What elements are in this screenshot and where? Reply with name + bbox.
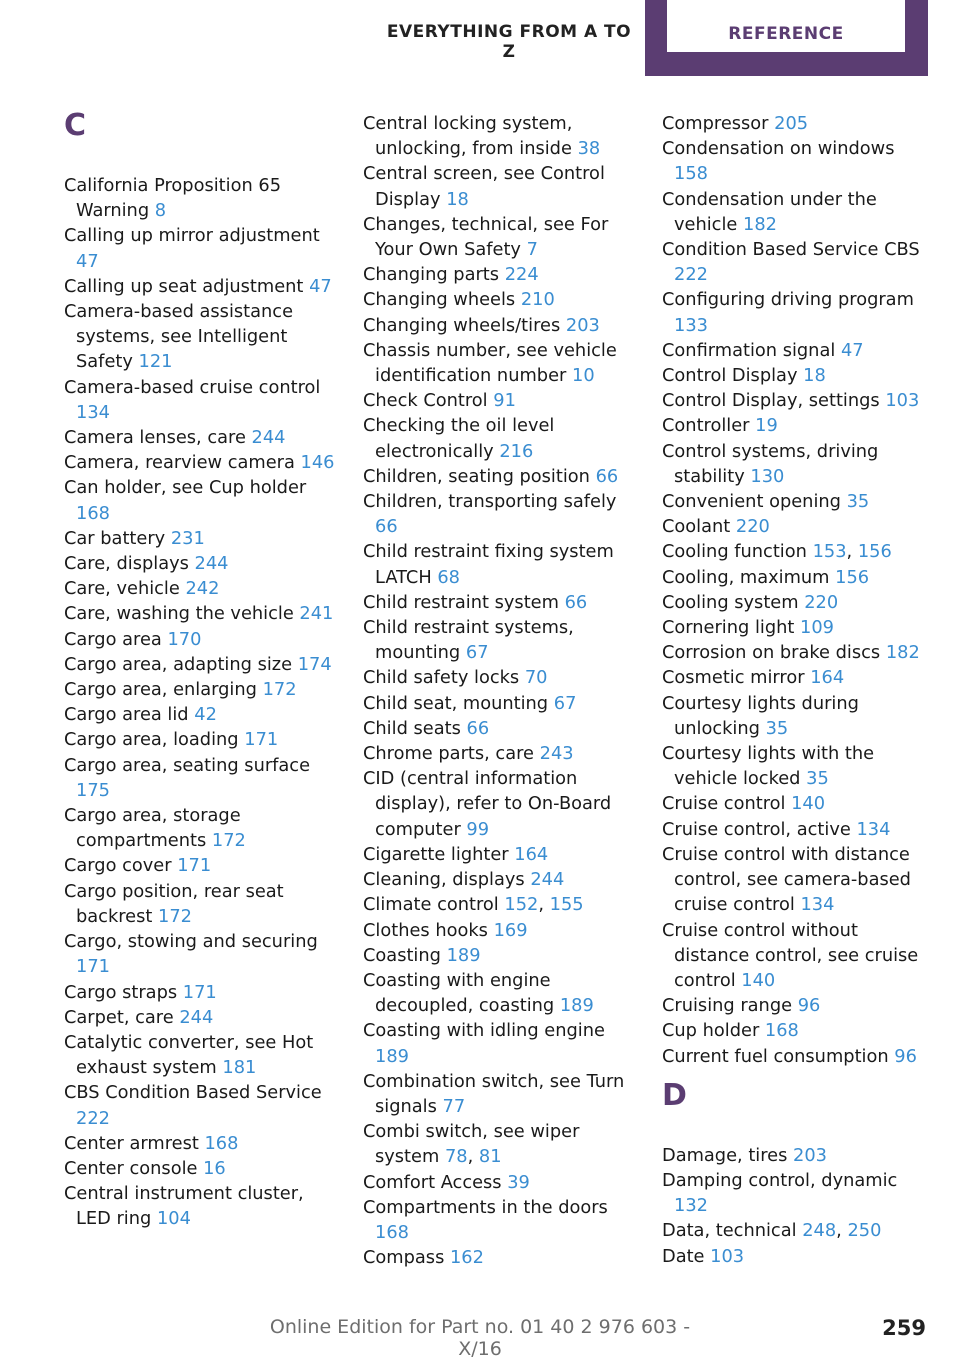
- index-entry-text: Cigarette lighter: [363, 843, 509, 865]
- page-link[interactable]: 158: [674, 163, 708, 185]
- page-link[interactable]: 152: [504, 894, 539, 916]
- index-entry: [662, 136, 934, 186]
- index-entry: [363, 691, 635, 716]
- index-entry: [662, 565, 934, 590]
- index-entry-text: Cosmetic mirror: [662, 667, 805, 689]
- page-link[interactable]: 103: [885, 390, 920, 412]
- page-link[interactable]: 169: [493, 919, 528, 941]
- page-link[interactable]: 134: [800, 894, 835, 916]
- index-entry: [363, 590, 635, 615]
- page-link[interactable]: 244: [530, 869, 565, 891]
- page-link[interactable]: 103: [710, 1245, 745, 1267]
- index-entry-text: California Proposition 65 Warning: [64, 175, 282, 222]
- index-column-3: [662, 111, 934, 1269]
- index-entry-text: Chassis number, see vehicle identification number: [363, 339, 617, 387]
- index-entry-text: Cruise control: [662, 793, 786, 815]
- page-link[interactable]: 164: [810, 667, 845, 689]
- index-entry-text: Center armrest: [64, 1132, 199, 1154]
- page-link[interactable]: 77: [442, 1095, 466, 1117]
- index-entry: [662, 1168, 934, 1218]
- page-link[interactable]: 19: [755, 415, 778, 437]
- index-entry: [363, 918, 635, 943]
- index-entry-text: Convenient opening: [662, 491, 841, 513]
- index-entry: [662, 665, 934, 690]
- page-link[interactable]: 248: [802, 1220, 837, 1242]
- index-entry: [662, 388, 934, 413]
- index-entry-text: Changing wheels/tires: [363, 314, 561, 336]
- index-entry: [64, 274, 336, 299]
- page-link[interactable]: 168: [764, 1020, 799, 1042]
- index-entry-text: Care, washing the vehicle: [64, 603, 294, 625]
- page-link[interactable]: 70: [524, 667, 548, 689]
- index-entry: [662, 817, 934, 842]
- index-entry-text: Cleaning, displays: [363, 869, 525, 891]
- page-link[interactable]: 172: [211, 830, 246, 852]
- index-entry-text: Combi switch, see wiper system: [363, 1121, 580, 1168]
- page-link[interactable]: 222: [674, 264, 708, 286]
- index-entry: [363, 1170, 635, 1195]
- index-entry-text: Camera lenses, care: [64, 427, 246, 449]
- index-entry-text: Cup holder: [662, 1020, 760, 1042]
- index-entry: [64, 627, 336, 652]
- page-link[interactable]: 174: [297, 653, 332, 675]
- page-link[interactable]: 96: [894, 1045, 917, 1067]
- index-entry: [64, 1181, 336, 1231]
- index-entry-text: Control Display, settings: [662, 390, 880, 412]
- page-link[interactable]: 10: [572, 365, 595, 387]
- page-link[interactable]: 38: [577, 138, 601, 160]
- index-entry-text: Care, vehicle: [64, 578, 180, 600]
- index-entry-text: CBS Condition Based Service: [64, 1082, 322, 1104]
- page-link[interactable]: 96: [797, 995, 821, 1017]
- index-entry-text: Cargo area, seating surface: [64, 754, 311, 776]
- index-entry-text: Child restraint fixing system LATCH: [363, 541, 614, 588]
- page-link[interactable]: 133: [674, 314, 708, 336]
- page-link[interactable]: 153: [812, 541, 847, 563]
- index-entry-text: Configuring driving program: [662, 289, 914, 311]
- index-entry: [363, 161, 635, 211]
- index-entry-text: Corrosion on brake discs: [662, 642, 881, 664]
- index-entry: [363, 842, 635, 867]
- index-entry: [363, 716, 635, 741]
- page-link[interactable]: 171: [177, 855, 212, 877]
- index-entry-text: Cargo cover: [64, 855, 172, 877]
- index-entry: [64, 375, 336, 425]
- page-link[interactable]: 224: [504, 264, 539, 286]
- index-entry-text: Coolant: [662, 516, 731, 538]
- index-entry: [662, 514, 934, 539]
- index-entry-text: Cargo area, adapting size: [64, 653, 293, 675]
- page-link[interactable]: 189: [559, 995, 594, 1017]
- index-entry-text: Calling up seat adjustment: [64, 275, 304, 297]
- index-entry: [662, 363, 934, 388]
- index-entry-text: Courtesy lights with the vehicle locked: [662, 743, 875, 790]
- page-link[interactable]: 175: [76, 779, 110, 801]
- index-entry: [64, 223, 336, 273]
- page-link[interactable]: 47: [840, 339, 864, 361]
- index-entry-text: Cooling system: [662, 591, 799, 613]
- index-entry: [662, 993, 934, 1018]
- index-entry: [363, 262, 635, 287]
- page-link[interactable]: 99: [466, 818, 490, 840]
- index-entry-text: Coasting with idling engine: [363, 1020, 605, 1042]
- index-entry-text: Camera-based assistance systems, see Intelligent Safety: [64, 301, 294, 373]
- index-entry-text: Cornering light: [662, 617, 795, 639]
- index-entry: [64, 475, 336, 525]
- index-entry: Cooling function 153, 156: [662, 541, 892, 563]
- index-entry-text: Checking the oil level electronically: [363, 415, 555, 462]
- index-entry: [662, 590, 934, 615]
- page-link[interactable]: 222: [76, 1107, 110, 1129]
- index-entry: [363, 1245, 635, 1270]
- index-entry-text: Coasting: [363, 944, 441, 966]
- index-entry-text: Data, technical: [662, 1220, 797, 1242]
- page-link[interactable]: 104: [156, 1208, 191, 1230]
- index-entry: [363, 464, 635, 489]
- index-entry-text: Compressor: [662, 113, 769, 134]
- index-entry-text: Cargo, stowing and securing: [64, 931, 318, 953]
- index-entry: Combi switch, see wiper system 78, 81: [363, 1121, 580, 1168]
- index-entry: [363, 741, 635, 766]
- page-link[interactable]: 140: [791, 793, 826, 815]
- index-entry-text: Care, displays: [64, 553, 189, 575]
- index-entry: [64, 753, 336, 803]
- page-link[interactable]: 244: [251, 427, 286, 449]
- index-entry: [363, 766, 635, 842]
- index-entry-text: Cargo position, rear seat backrest: [64, 880, 284, 927]
- index-entry-text: Cargo area, storage compartments: [64, 805, 241, 852]
- reference-tab[interactable]: [645, 0, 928, 76]
- index-entry-text: Cruise control without distance control, see cruise control: [662, 919, 919, 991]
- edition-footer: Online Edition for Part no. 01 40 2 976 603 - X/16: [269, 1316, 691, 1360]
- index-entry-text: Central instrument cluster, LED ring: [64, 1183, 304, 1230]
- index-entry: [662, 1044, 934, 1069]
- index-entry: [662, 111, 934, 136]
- index-entry-text: Carpet, care: [64, 1006, 174, 1028]
- index-entry: [64, 727, 336, 752]
- index-entry-text: Cargo area lid: [64, 704, 189, 726]
- index-entry-text: Camera-based cruise control: [64, 376, 321, 398]
- section-letter: C: [64, 108, 87, 143]
- index-entry-text: Camera, rearview camera: [64, 452, 295, 474]
- index-entry: [363, 413, 635, 463]
- page-link[interactable]: 220: [804, 591, 839, 613]
- page-link[interactable]: 171: [182, 981, 217, 1003]
- index-entry: [662, 413, 934, 438]
- index-entry: [64, 677, 336, 702]
- index-entry: [64, 425, 336, 450]
- index-entry: [64, 1156, 336, 1181]
- reference-tab-label: REFERENCE: [667, 0, 905, 52]
- index-entry-text: CID (central information display), refer to On-Board computer: [363, 768, 612, 840]
- index-entry: [64, 601, 336, 626]
- page-link[interactable]: 130: [750, 465, 785, 487]
- index-entry: [363, 867, 635, 892]
- index-entry: Climate control 152, 155: [363, 894, 584, 916]
- page-link[interactable]: 134: [76, 401, 110, 423]
- index-entry-text: Cargo area: [64, 628, 162, 650]
- page-link[interactable]: 205: [774, 113, 809, 134]
- index-entry-text: Cargo area, loading: [64, 729, 239, 751]
- index-entry: [662, 615, 934, 640]
- page-link[interactable]: 182: [743, 213, 777, 235]
- index-entry-text: Date: [662, 1245, 705, 1267]
- page-link[interactable]: 241: [299, 603, 334, 625]
- index-entry-text: Cruise control with distance control, see camera-based cruise control: [662, 843, 911, 916]
- index-entry-text: Changes, technical, see For Your Own Safety: [363, 213, 609, 261]
- page-link[interactable]: 216: [499, 440, 534, 462]
- page-link[interactable]: 132: [674, 1195, 708, 1217]
- index-entry: [64, 702, 336, 727]
- index-entry-text: Child seats: [363, 717, 461, 739]
- page-link[interactable]: 244: [179, 1006, 214, 1028]
- page-link[interactable]: 181: [222, 1057, 257, 1079]
- page-link[interactable]: 134: [856, 818, 891, 840]
- index-entry: [64, 853, 336, 878]
- page-link[interactable]: 42: [194, 704, 217, 726]
- index-entry: [64, 526, 336, 551]
- page-link[interactable]: 68: [437, 566, 460, 588]
- page-link[interactable]: 8: [154, 200, 167, 222]
- index-entry-text: Climate control: [363, 894, 499, 916]
- page-link[interactable]: 18: [446, 188, 469, 210]
- page-link[interactable]: 47: [76, 250, 99, 272]
- index-entry: [662, 1143, 934, 1168]
- page-link[interactable]: 39: [507, 1171, 530, 1193]
- index-entry-text: Condensation on windows: [662, 138, 895, 160]
- index-entry: [64, 652, 336, 677]
- page-link[interactable]: 244: [194, 553, 229, 575]
- index-column-2: [363, 111, 635, 1270]
- page-link[interactable]: 156: [857, 541, 892, 563]
- index-entry: [363, 615, 635, 665]
- index-entry: [64, 299, 336, 375]
- page-link[interactable]: 140: [741, 969, 776, 991]
- page-link[interactable]: 210: [520, 289, 555, 311]
- page-link[interactable]: 189: [446, 944, 481, 966]
- page-link[interactable]: 66: [466, 717, 490, 739]
- index-entry: [64, 551, 336, 576]
- index-entry-text: Catalytic converter, see Hot exhaust system: [64, 1031, 314, 1079]
- index-entry: [64, 929, 336, 979]
- index-entry: [662, 918, 934, 994]
- page-number: 259: [882, 1316, 926, 1340]
- index-entry-text: Controller: [662, 415, 750, 437]
- page-link[interactable]: 67: [553, 692, 577, 714]
- index-entry: [662, 842, 934, 918]
- page-link[interactable]: 67: [465, 642, 489, 664]
- index-entry: [363, 388, 635, 413]
- index-entry: [64, 1005, 336, 1030]
- index-entry-text: Chrome parts, care: [363, 743, 534, 765]
- index-entry: [662, 741, 934, 791]
- page-link[interactable]: 162: [449, 1247, 484, 1269]
- index-entry-text: Cargo area, enlarging: [64, 679, 257, 701]
- index-entry: [363, 111, 635, 161]
- page-link[interactable]: 91: [493, 390, 516, 412]
- page-link[interactable]: 66: [375, 516, 398, 538]
- index-entry-text: Can holder, see Cup holder: [64, 477, 307, 499]
- page-link[interactable]: 7: [526, 239, 538, 261]
- index-entry-text: Car battery: [64, 527, 166, 549]
- index-entry-text: Cooling function: [662, 541, 807, 563]
- index-entry-text: Child restraint system: [363, 591, 559, 613]
- page-link[interactable]: 203: [565, 314, 600, 336]
- index-entry-text: Changing wheels: [363, 289, 516, 311]
- index-entry: [64, 450, 336, 475]
- index-entry-text: Check Control: [363, 390, 488, 412]
- index-entry: [64, 1030, 336, 1080]
- index-entry-text: Child safety locks: [363, 667, 520, 689]
- index-entry-text: Changing parts: [363, 264, 500, 286]
- page-link[interactable]: 47: [309, 275, 332, 297]
- page-link[interactable]: 203: [793, 1144, 827, 1166]
- index-entry: [662, 489, 934, 514]
- page-link[interactable]: 164: [514, 843, 549, 865]
- page-link[interactable]: 155: [549, 894, 584, 916]
- index-entry: [662, 187, 934, 237]
- index-entry: [662, 691, 934, 741]
- index-entry: [64, 173, 336, 223]
- index-entry-text: Courtesy lights during unlocking: [662, 692, 859, 739]
- index-entry: [363, 665, 635, 690]
- page-link[interactable]: 168: [76, 502, 110, 524]
- index-entry-text: Confirmation signal: [662, 339, 836, 361]
- index-entry-text: Children, seating position: [363, 465, 590, 487]
- section-letter: D: [662, 1077, 687, 1113]
- page-link[interactable]: 172: [158, 905, 192, 927]
- index-entry-text: Coasting with engine decoupled, coasting: [363, 969, 555, 1017]
- index-entry-text: Damping control, dynamic: [662, 1169, 898, 1191]
- index-entry-text: Control Display: [662, 365, 798, 387]
- page-link[interactable]: 168: [204, 1132, 239, 1154]
- page-link[interactable]: 35: [846, 491, 870, 513]
- index-entry-text: Child restraint systems, mounting: [363, 617, 574, 664]
- index-entry: [662, 1018, 934, 1043]
- page-link[interactable]: 156: [835, 566, 870, 588]
- index-entry: [363, 1069, 635, 1119]
- index-entry: [662, 640, 934, 665]
- page-link[interactable]: 171: [76, 956, 110, 978]
- index-entry-text: Condition Based Service CBS: [662, 239, 920, 261]
- page-link[interactable]: 66: [595, 465, 619, 487]
- index-entry: [363, 1018, 635, 1068]
- index-entry-text: Cargo straps: [64, 981, 178, 1003]
- index-entry: [64, 980, 336, 1005]
- page-link[interactable]: 16: [203, 1157, 226, 1179]
- page-link[interactable]: 146: [300, 452, 335, 474]
- page-link[interactable]: 121: [138, 351, 173, 373]
- index-entry: [662, 237, 934, 287]
- index-entry-text: Central screen, see Control Display: [363, 163, 605, 210]
- index-entry: [363, 489, 635, 539]
- index-entry-text: Cruising range: [662, 995, 793, 1017]
- index-entry-text: Children, transporting safely: [363, 491, 617, 513]
- page-link[interactable]: 168: [375, 1221, 409, 1243]
- index-entry: [363, 968, 635, 1018]
- page-link[interactable]: 172: [262, 679, 297, 701]
- index-entry-text: Center console: [64, 1157, 198, 1179]
- index-entry: [363, 313, 635, 338]
- page-link[interactable]: 231: [170, 527, 205, 549]
- index-entry-text: Compartments in the doors: [363, 1196, 608, 1218]
- page-link[interactable]: 35: [765, 717, 789, 739]
- index-entry: [662, 287, 934, 337]
- page-link[interactable]: 250: [847, 1220, 882, 1242]
- page-link[interactable]: 243: [539, 743, 574, 765]
- index-entry: [64, 1080, 336, 1130]
- index-entry-text: Central locking system, unlocking, from inside: [363, 113, 573, 160]
- index-entry-text: Cruise control, active: [662, 818, 851, 840]
- index-column-1: [64, 108, 336, 1232]
- page-link[interactable]: 189: [375, 1045, 409, 1067]
- page-link[interactable]: 18: [803, 365, 826, 387]
- page-link[interactable]: 170: [167, 628, 202, 650]
- section-title: EVERYTHING FROM A TO Z: [386, 22, 632, 62]
- index-entry-text: Compass: [363, 1247, 445, 1269]
- index-entry-text: Child seat, mounting: [363, 692, 549, 714]
- index-entry: [64, 879, 336, 929]
- index-entry-text: Calling up mirror adjustment: [64, 225, 320, 247]
- index-entry-text: Condensation under the vehicle: [662, 188, 877, 235]
- page-link[interactable]: 81: [478, 1146, 502, 1168]
- index-entry: [363, 338, 635, 388]
- page-link[interactable]: 171: [244, 729, 279, 751]
- index-entry: [64, 576, 336, 601]
- index-entry-text: Combination switch, see Turn signals: [363, 1070, 625, 1117]
- index-entry-text: Current fuel consumption: [662, 1045, 889, 1067]
- index-entry-text: Damage, tires: [662, 1144, 788, 1166]
- index-entry: [64, 803, 336, 853]
- index-entry: [363, 539, 635, 589]
- page-link[interactable]: 66: [564, 591, 588, 613]
- page-link[interactable]: 220: [735, 516, 770, 538]
- page-link[interactable]: 182: [885, 642, 920, 664]
- index-entry-text: Comfort Access: [363, 1171, 502, 1193]
- index-entry: [363, 287, 635, 312]
- page-link[interactable]: 109: [800, 617, 834, 639]
- index-entry: [363, 1195, 635, 1245]
- index-entry: Data, technical 248, 250: [662, 1220, 882, 1242]
- index-entry: [662, 791, 934, 816]
- index-entry-text: Clothes hooks: [363, 919, 488, 941]
- index-entry-text: Cooling, maximum: [662, 566, 830, 588]
- page-link[interactable]: 78: [444, 1146, 468, 1168]
- index-entry: [64, 1131, 336, 1156]
- index-entry-text: Control systems, driving stability: [662, 440, 879, 487]
- index-entry: [662, 338, 934, 363]
- index-entry: [363, 212, 635, 262]
- index-entry: [662, 439, 934, 489]
- page-link[interactable]: 242: [185, 578, 220, 600]
- index-entry: [662, 1244, 934, 1269]
- index-entry: [363, 943, 635, 968]
- page-link[interactable]: 35: [806, 768, 829, 790]
